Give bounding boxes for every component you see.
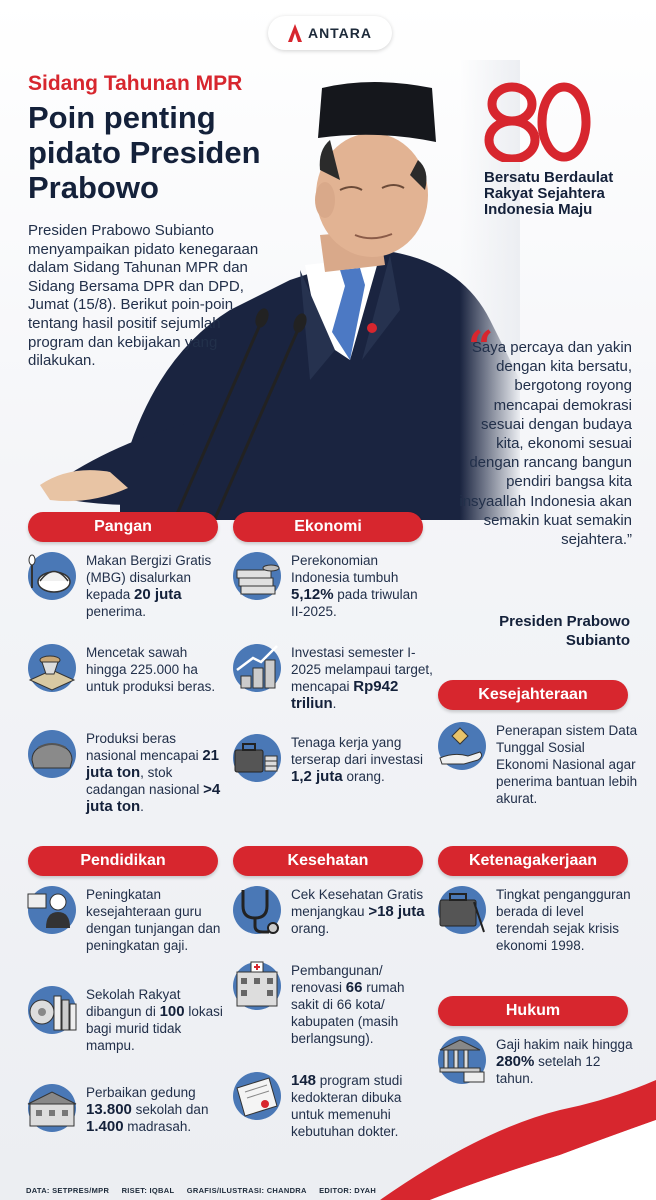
- list-item: [28, 986, 228, 1054]
- item-text: Investasi semester I-2025 melampaui target, mencapai Rp942 triliun.: [291, 645, 433, 712]
- section-header-pendidikan: Pendidikan: [28, 846, 218, 876]
- quote-mark-icon: “: [468, 322, 494, 373]
- kicker-title: Sidang Tahunan MPR: [28, 72, 243, 95]
- list-item: [28, 886, 228, 954]
- item-text: Gaji hakim naik hingga 280% setelah 12 tahun.: [496, 1037, 633, 1086]
- rice-sack-icon: [28, 730, 76, 778]
- quote-author: Presiden Prabowo Subianto: [499, 613, 630, 649]
- food-tray-icon: [28, 552, 76, 600]
- list-item: [28, 552, 228, 620]
- footer-data: DATA: SETPRES/MPR: [26, 1186, 110, 1195]
- section-header-hukum: Hukum: [438, 996, 628, 1026]
- list-item: [233, 552, 433, 620]
- item-text: Cek Kesehatan Gratis menjangkau >18 juta orang.: [291, 887, 425, 936]
- item-text: Mencetak sawah hingga 225.000 ha untuk produksi beras.: [86, 645, 216, 694]
- briefcase-coins-icon: [233, 734, 281, 782]
- list-item: [233, 886, 433, 937]
- item-text: Tenaga kerja yang terserap dari investasi 1,2 juta orang.: [291, 735, 424, 785]
- antara-logo-icon: [288, 24, 302, 42]
- tagline-line: Bersatu Berdaulat: [484, 169, 614, 186]
- section-header-kesejahteraan: Kesejahteraan: [438, 680, 628, 710]
- hospital-icon: [233, 962, 281, 1010]
- item-text: Tingkat pengangguran berada di level terendah sejak krisis ekonomi 1998.: [496, 887, 631, 953]
- helping-hand-icon: [438, 722, 486, 770]
- anniversary-80-logo: [484, 82, 592, 162]
- item-text: Perekonomian Indonesia tumbuh 5,12% pada triwulan II-2025.: [291, 553, 418, 619]
- item-text: Makan Bergizi Gratis (MBG) disalurkan kepada 20 juta penerima.: [86, 553, 212, 619]
- anniversary-tagline: [484, 170, 634, 218]
- item-text: Sekolah Rakyat dibangun di 100 lokasi bagi murid tidak mampu.: [86, 987, 223, 1053]
- briefcase-icon: [438, 886, 486, 934]
- item-text: Peningkatan kesejahteraan guru dengan tunjangan dan peningkatan gaji.: [86, 887, 221, 953]
- president-quote: Saya percaya dan yakin dengan kita bersatu, bergotong royong mencapai demokrasi sesuai dengan budaya kita, ekonomi sesuai dengan rancang bangun pendiri bangsa kita insyaallah Indonesia akan semakin kuat semakin sejahtera.”: [459, 339, 632, 549]
- item-text: Produksi beras nasional mencapai 21 juta ton, stok cadangan nasional >4 juta ton.: [86, 731, 221, 815]
- teacher-icon: [28, 886, 76, 934]
- page-title: Poin penting pidato Presiden Prabowo: [28, 100, 261, 205]
- section-header-kesehatan: Kesehatan: [233, 846, 423, 876]
- list-item: [28, 730, 228, 815]
- item-text: Pembangunan/ renovasi 66 rumah sakit di 66 kota/ kabupaten (masih berlangsung).: [291, 963, 405, 1046]
- list-item: [438, 886, 638, 954]
- red-white-flag-wave: [0, 1060, 656, 1200]
- rice-field-icon: [28, 644, 76, 692]
- tagline-line: Indonesia Maju: [484, 201, 593, 218]
- list-item: [438, 722, 638, 807]
- section-header-ekonomi: Ekonomi: [233, 512, 423, 542]
- list-item: [233, 644, 433, 712]
- footer-riset: RISET: IQBAL: [121, 1186, 175, 1195]
- stethoscope-icon: [233, 886, 281, 934]
- list-item: [28, 644, 228, 695]
- footer-editor: EDITOR: DYAH: [319, 1186, 377, 1195]
- intro-paragraph: Presiden Prabowo Subianto menyampaikan pidato kenegaraan dalam Sidang Tahunan MPR dan Sidang Bersama DPR dan DPD, Jumat (15/8). Berikut poin-poin tentang hasil positif sejumlah program dan kebijakan yang dilakukan.: [28, 222, 259, 370]
- list-item: [233, 962, 433, 1047]
- logo-text: ANTARA: [307, 25, 373, 41]
- money-stack-icon: [233, 552, 281, 600]
- tagline-line: Rakyat Sejahtera: [484, 185, 605, 202]
- item-text: Penerapan sistem Data Tunggal Sosial Ekonomi Nasional agar penerima bantuan lebih akurat.: [496, 723, 638, 806]
- item-text: 148 program studi kedokteran dibuka untuk memenuhi kebutuhan dokter.: [291, 1072, 403, 1139]
- books-icon: [28, 986, 76, 1034]
- footer-credits: [26, 1186, 386, 1195]
- section-header-ketenagakerjaan: Ketenagakerjaan: [438, 846, 628, 876]
- antara-logo: [268, 16, 392, 50]
- growth-coins-icon: [233, 644, 281, 692]
- item-text: Perbaikan gedung 13.800 sekolah dan 1.400 madrasah.: [86, 1085, 209, 1135]
- footer-grafis: GRAFIS/ILUSTRASI: CHANDRA: [186, 1186, 307, 1195]
- list-item: [233, 734, 433, 785]
- section-header-pangan: Pangan: [28, 512, 218, 542]
